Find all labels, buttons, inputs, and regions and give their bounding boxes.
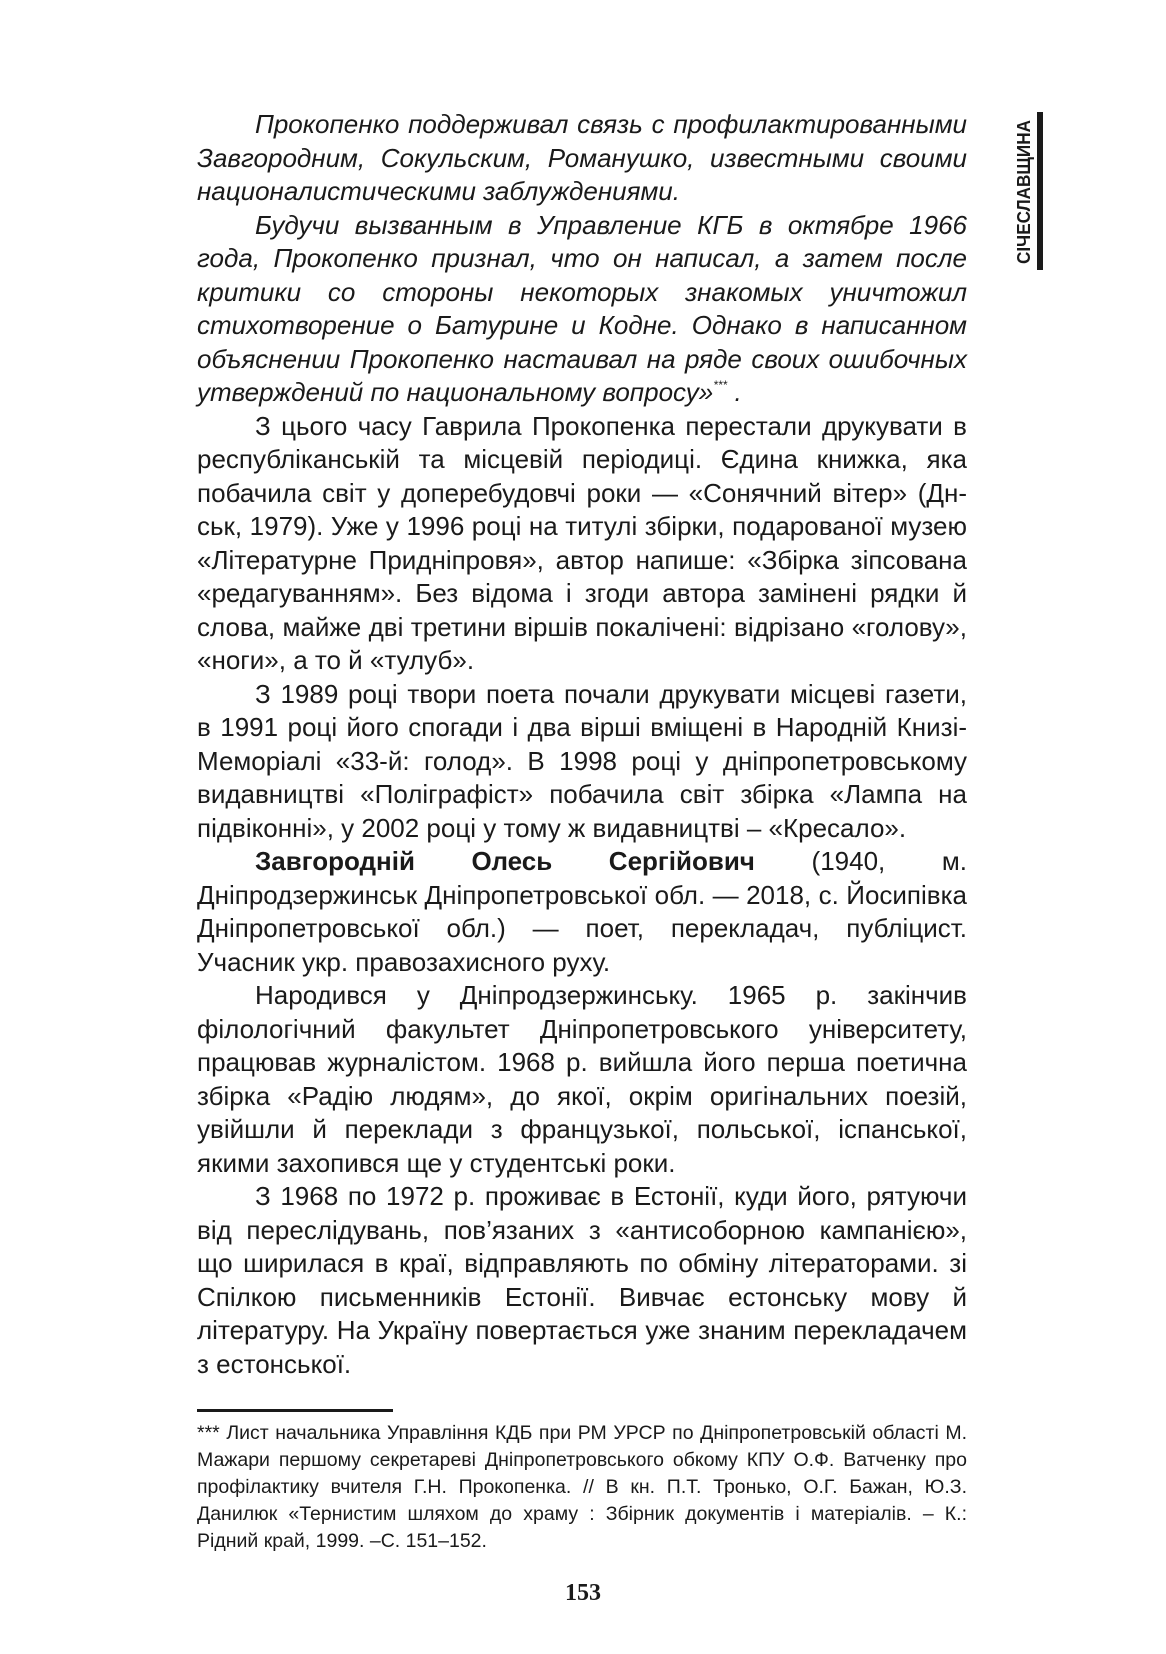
body-paragraph-3: З цього часу Гаврила Прокопенка перестали друкувати в республіканській та місцевій періодиці. Єдина книжка, яка побачила світ у доперебудовчі роки — «Сонячний вітер» (Дн-ськ, 1979). Уже у 1996 році на титулі збірки, подарованої музею «Літературне Придніпровя», автор напише: «Збірка зіпсована «редагуванням». Без відома і згоди автора замінені рядки й слова, майже дві третини віршів покалічені: відрізано «голову», «ноги», а то й «тулуб». bbox=[197, 410, 967, 675]
body-paragraph-4: З 1989 році твори поета почали друкувати місцеві газети, в 1991 році його спогади і два вірші вміщені в Народній Книзі-Меморіалі «33-й: голод». В 1998 році у дніпропетровському видавництві «Поліграфіст» побачила світ збірка «Лампа на підвіконні», у 2002 році у тому ж видавництві – «Кресало». bbox=[197, 678, 967, 843]
sicheslavshchyna-logo-icon bbox=[1003, 112, 1043, 270]
body-paragraph-6: Народився у Дніпродзержинську. 1965 р. закінчив філологічний факультет Дніпропетровського університету, працював журналістом. 1968 р. вийшла його перша поетична збірка «Радію людям», до якої, окрім оригінальних поезій, увійшли й переклади з французької, польської, іспанської, якими захопився ще у студентські роки. bbox=[197, 980, 967, 1178]
quote-paragraph-2-end: . bbox=[727, 377, 742, 407]
side-logo-text: СІЧЕСЛАВЩИНА bbox=[1014, 112, 1034, 264]
page-body bbox=[197, 108, 967, 1381]
quote-paragraph-2-text: Будучи вызванным в Управление КГБ в октябре 1966 года, Прокопенко признал, что он написал, а затем после критики со стороны некоторых знакомых уничтожил стихотворение о Батурине и Кодне. Однако в написанном объяснении Прокопенко настаивал на ряде своих ошибочных утверждений по национальному вопросу» bbox=[197, 209, 967, 407]
quote-paragraph-1: Прокопенко поддерживал связь с профилактированными Завгородним, Сокульским, Романушко, известными своими националистическими заблуждениями. bbox=[197, 109, 967, 206]
footnote-divider bbox=[197, 1409, 393, 1412]
quote-paragraph-2 bbox=[197, 209, 967, 410]
side-logo bbox=[1003, 112, 1043, 270]
person-name: Завгородній Олесь Сергійович bbox=[255, 846, 755, 876]
footnote: *** Лист начальника Управління КДБ при РМ УРСР по Дніпропетровській області М. Мажари першому секретареві Дніпропетровського обкому КПУ О.Ф. Ватченку про профілактику вчителя Г.Н. Прокопенка. // В кн. П.Т. Тронько, О.Г. Бажан, Ю.З. Данилюк «Тернистим шляхом до храму : Збірник документів і матеріалів. – К.: Рідний край, 1999. –С. 151–152. bbox=[197, 1422, 967, 1552]
footnote-marker: *** bbox=[713, 378, 728, 392]
body-paragraph-5-text: (1940, м. Дніпродзержинськ Дніпропетровської обл. — 2018, с. Йосипівка Дніпропетровської обл.) — поет, перекладач, публіцист. Учасник укр. правозахисного руху. bbox=[197, 846, 967, 977]
page-number: 153 bbox=[565, 1580, 601, 1606]
body-paragraph-5 bbox=[197, 845, 967, 979]
body-paragraph-7: З 1968 по 1972 р. проживає в Естонії, куди його, рятуючи від переслідувань, пов’язаних з «антисоборною кампанією», що ширилася в краї, відправляють по обміну літераторами. зі Спілкою письменників Естонії. Вивчає естонську мову й літературу. На Україну повертається уже знаним перекладачем з естонської. bbox=[197, 1181, 967, 1379]
